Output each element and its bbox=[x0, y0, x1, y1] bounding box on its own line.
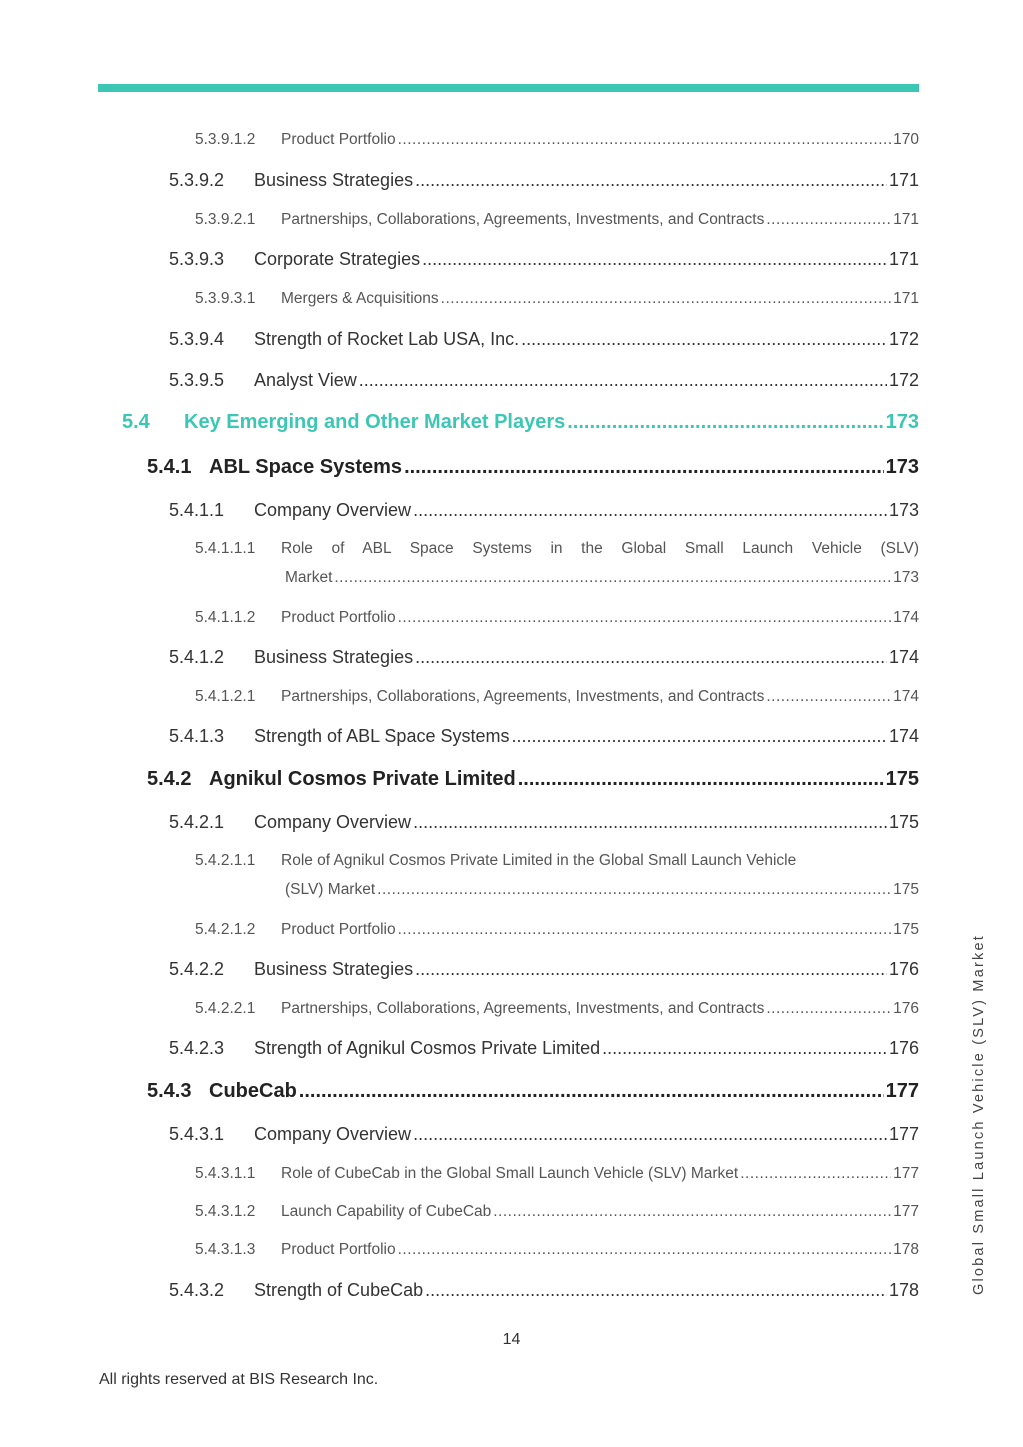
toc-title: Analyst View bbox=[254, 370, 357, 390]
toc-number: 5.4.1.2 bbox=[169, 647, 225, 667]
toc-number: 5.4.2.3 bbox=[169, 1038, 225, 1058]
toc-leader-dots bbox=[422, 249, 887, 270]
toc-entry[interactable] bbox=[195, 1203, 919, 1221]
toc-leader-dots bbox=[415, 647, 887, 668]
toc-number: 5.4.2.1.2 bbox=[195, 921, 256, 938]
toc-number: 5.4 bbox=[122, 411, 150, 433]
toc-title: ABL Space Systems bbox=[209, 456, 403, 478]
toc-number: 5.3.9.2 bbox=[169, 170, 225, 190]
toc-page-number: 176 bbox=[888, 1038, 919, 1058]
toc-title: Business Strategies bbox=[254, 170, 414, 190]
toc-number: 5.3.9.3.1 bbox=[195, 290, 256, 307]
toc-leader-dots bbox=[441, 290, 891, 308]
toc-page-number: 171 bbox=[888, 249, 919, 269]
toc-leader-dots bbox=[740, 1165, 891, 1183]
toc-title: Business Strategies bbox=[254, 959, 414, 979]
toc-page-number: 171 bbox=[893, 290, 919, 307]
toc-page-number: 177 bbox=[893, 1165, 919, 1182]
toc-subsection-entry[interactable] bbox=[147, 1080, 919, 1103]
footer-copyright: All rights reserved at BIS Research Inc. bbox=[99, 1371, 379, 1388]
toc-page-number: 174 bbox=[888, 647, 919, 667]
toc-leader-dots bbox=[602, 1038, 887, 1059]
toc-page-number: 170 bbox=[893, 131, 919, 148]
toc-entry[interactable] bbox=[169, 647, 919, 668]
toc-number: 5.4.1.1.2 bbox=[195, 609, 256, 626]
toc-page-number: 173 bbox=[893, 569, 919, 586]
toc-title: Mergers & Acquisitions bbox=[281, 290, 439, 307]
toc-title: Partnerships, Collaborations, Agreements, Investments, and Contracts bbox=[281, 1000, 765, 1017]
toc-title: Product Portfolio bbox=[281, 609, 396, 626]
toc-title-line1: Role of Agnikul Cosmos Private Limited in the Global Small Launch Vehicle bbox=[281, 852, 797, 869]
toc-title: Partnerships, Collaborations, Agreements, Investments, and Contracts bbox=[281, 688, 765, 705]
toc-title: Company Overview bbox=[254, 812, 412, 832]
toc-leader-dots bbox=[359, 370, 887, 391]
toc-number: 5.4.2.1 bbox=[169, 812, 225, 832]
toc-entry[interactable] bbox=[195, 290, 919, 308]
toc-page-number: 178 bbox=[888, 1280, 919, 1300]
toc-title-line2: (SLV) Market bbox=[285, 881, 376, 898]
toc-leader-dots bbox=[425, 1280, 887, 1301]
toc-page-number: 178 bbox=[893, 1241, 919, 1258]
toc-title: Key Emerging and Other Market Players bbox=[184, 411, 566, 433]
toc-leader-dots bbox=[299, 1080, 884, 1103]
toc-number: 5.3.9.3 bbox=[169, 249, 225, 269]
toc-page-number: 175 bbox=[888, 812, 919, 832]
toc-number: 5.4.3.2 bbox=[169, 1280, 225, 1300]
toc-leader-dots bbox=[518, 768, 884, 791]
toc-leader-dots bbox=[415, 170, 887, 191]
toc-entry-wrapped[interactable] bbox=[195, 540, 919, 587]
toc-entry[interactable] bbox=[195, 609, 919, 627]
toc-title: Product Portfolio bbox=[281, 921, 396, 938]
toc-title: Strength of Agnikul Cosmos Private Limited bbox=[254, 1038, 601, 1058]
toc-entry[interactable] bbox=[169, 500, 919, 521]
toc-number: 5.4.2.2.1 bbox=[195, 1000, 256, 1017]
toc-leader-dots bbox=[398, 131, 892, 149]
toc-entry[interactable] bbox=[169, 249, 919, 270]
toc-title: Role of CubeCab in the Global Small Launch Vehicle (SLV) Market bbox=[281, 1165, 739, 1182]
toc-number: 5.4.1.3 bbox=[169, 726, 225, 746]
toc-title: CubeCab bbox=[209, 1080, 297, 1102]
toc-entry[interactable] bbox=[169, 959, 919, 980]
toc-title: Strength of CubeCab bbox=[254, 1280, 424, 1300]
toc-number: 5.4.1 bbox=[147, 456, 192, 478]
toc-title: Strength of ABL Space Systems bbox=[254, 726, 510, 746]
toc-title-line2: Market bbox=[285, 569, 333, 586]
toc-leader-dots bbox=[404, 456, 884, 479]
toc-leader-dots bbox=[415, 959, 887, 980]
toc-entry[interactable] bbox=[195, 1165, 919, 1183]
toc-page-number: 176 bbox=[888, 959, 919, 979]
side-report-title: Global Small Launch Vehicle (SLV) Market bbox=[971, 934, 987, 1295]
toc-title: Strength of Rocket Lab USA, Inc. bbox=[254, 329, 520, 349]
toc-page-number: 171 bbox=[893, 211, 919, 228]
toc-page-number: 173 bbox=[885, 456, 919, 478]
toc-title: Company Overview bbox=[254, 1124, 412, 1144]
toc-page-number: 177 bbox=[885, 1080, 919, 1102]
toc-number: 5.4.3.1 bbox=[169, 1124, 225, 1144]
toc-entry[interactable] bbox=[169, 1124, 919, 1145]
toc-entry[interactable] bbox=[195, 131, 919, 149]
toc-page-number: 175 bbox=[893, 921, 919, 938]
toc-number: 5.3.9.5 bbox=[169, 370, 225, 390]
toc-leader-dots bbox=[398, 1241, 892, 1259]
toc-entry[interactable] bbox=[169, 329, 919, 350]
toc-leader-dots bbox=[413, 812, 887, 833]
toc-entry[interactable] bbox=[169, 812, 919, 833]
toc-entry[interactable] bbox=[195, 211, 919, 229]
toc-entry[interactable] bbox=[195, 921, 919, 939]
toc-entry[interactable] bbox=[169, 726, 919, 747]
toc-subsection-entry[interactable] bbox=[147, 456, 919, 479]
toc-leader-dots bbox=[766, 211, 891, 229]
toc-page-number: 171 bbox=[888, 170, 919, 190]
toc-number: 5.4.1.2.1 bbox=[195, 688, 256, 705]
toc-number: 5.3.9.4 bbox=[169, 329, 225, 349]
toc-leader-dots bbox=[398, 921, 892, 939]
toc-leader-dots bbox=[398, 609, 892, 627]
toc-leader-dots bbox=[377, 881, 891, 899]
toc-leader-dots bbox=[493, 1203, 891, 1221]
toc-number: 5.3.9.2.1 bbox=[195, 211, 256, 228]
toc-number: 5.4.3.1.1 bbox=[195, 1165, 256, 1182]
toc-number: 5.4.2 bbox=[147, 768, 192, 790]
toc-leader-dots bbox=[567, 411, 883, 434]
toc-title: Agnikul Cosmos Private Limited bbox=[209, 768, 516, 790]
toc-page-number: 177 bbox=[893, 1203, 919, 1220]
toc-title: Partnerships, Collaborations, Agreements, Investments, and Contracts bbox=[281, 211, 765, 228]
toc-entry-wrapped[interactable] bbox=[195, 852, 919, 899]
toc-title: Product Portfolio bbox=[281, 131, 396, 148]
toc-title: Launch Capability of CubeCab bbox=[281, 1203, 492, 1220]
toc-title: Product Portfolio bbox=[281, 1241, 396, 1258]
toc-leader-dots bbox=[766, 1000, 891, 1018]
toc-number: 5.4.1.1.1 bbox=[195, 540, 256, 557]
toc-title: Company Overview bbox=[254, 500, 412, 520]
toc-title-line1: Role of ABL Space Systems in the Global Small Launch Vehicle (SLV) bbox=[281, 540, 919, 557]
toc-page-number: 177 bbox=[888, 1124, 919, 1144]
toc-page-number: 174 bbox=[893, 609, 919, 626]
page-number: 14 bbox=[502, 1331, 521, 1348]
toc-leader-dots bbox=[511, 726, 886, 747]
header-accent-bar bbox=[98, 84, 919, 92]
toc-number: 5.4.2.2 bbox=[169, 959, 225, 979]
toc-leader-dots bbox=[521, 329, 887, 350]
toc-entry[interactable] bbox=[195, 688, 919, 706]
toc-page-number: 175 bbox=[893, 881, 919, 898]
toc-entry[interactable] bbox=[169, 1038, 919, 1059]
toc-entry[interactable] bbox=[169, 370, 919, 391]
toc-number: 5.4.1.1 bbox=[169, 500, 225, 520]
toc-page-number: 173 bbox=[885, 411, 919, 433]
toc-subsection-entry[interactable] bbox=[147, 768, 919, 791]
toc-page-number: 176 bbox=[893, 1000, 919, 1017]
toc-number: 5.4.2.1.1 bbox=[195, 852, 256, 869]
toc-page-number: 172 bbox=[888, 329, 919, 349]
toc-page-number: 173 bbox=[888, 500, 919, 520]
toc-entry[interactable] bbox=[169, 1280, 919, 1301]
toc-entry[interactable] bbox=[195, 1241, 919, 1259]
toc-page-number: 174 bbox=[888, 726, 919, 746]
toc-number: 5.4.3.1.3 bbox=[195, 1241, 256, 1258]
toc-leader-dots bbox=[334, 569, 891, 587]
toc-title: Corporate Strategies bbox=[254, 249, 421, 269]
toc-page-number: 175 bbox=[885, 768, 919, 790]
toc-page-number: 174 bbox=[893, 688, 919, 705]
toc-title: Business Strategies bbox=[254, 647, 414, 667]
toc-number: 5.4.3 bbox=[147, 1080, 192, 1102]
toc-page-number: 172 bbox=[888, 370, 919, 390]
toc-section-entry[interactable] bbox=[122, 411, 919, 434]
toc-number: 5.4.3.1.2 bbox=[195, 1203, 256, 1220]
toc-entry[interactable] bbox=[195, 1000, 919, 1018]
toc-leader-dots bbox=[766, 688, 891, 706]
toc-leader-dots bbox=[413, 1124, 887, 1145]
toc-entry[interactable] bbox=[169, 170, 919, 191]
toc-number: 5.3.9.1.2 bbox=[195, 131, 256, 148]
toc-leader-dots bbox=[413, 500, 887, 521]
